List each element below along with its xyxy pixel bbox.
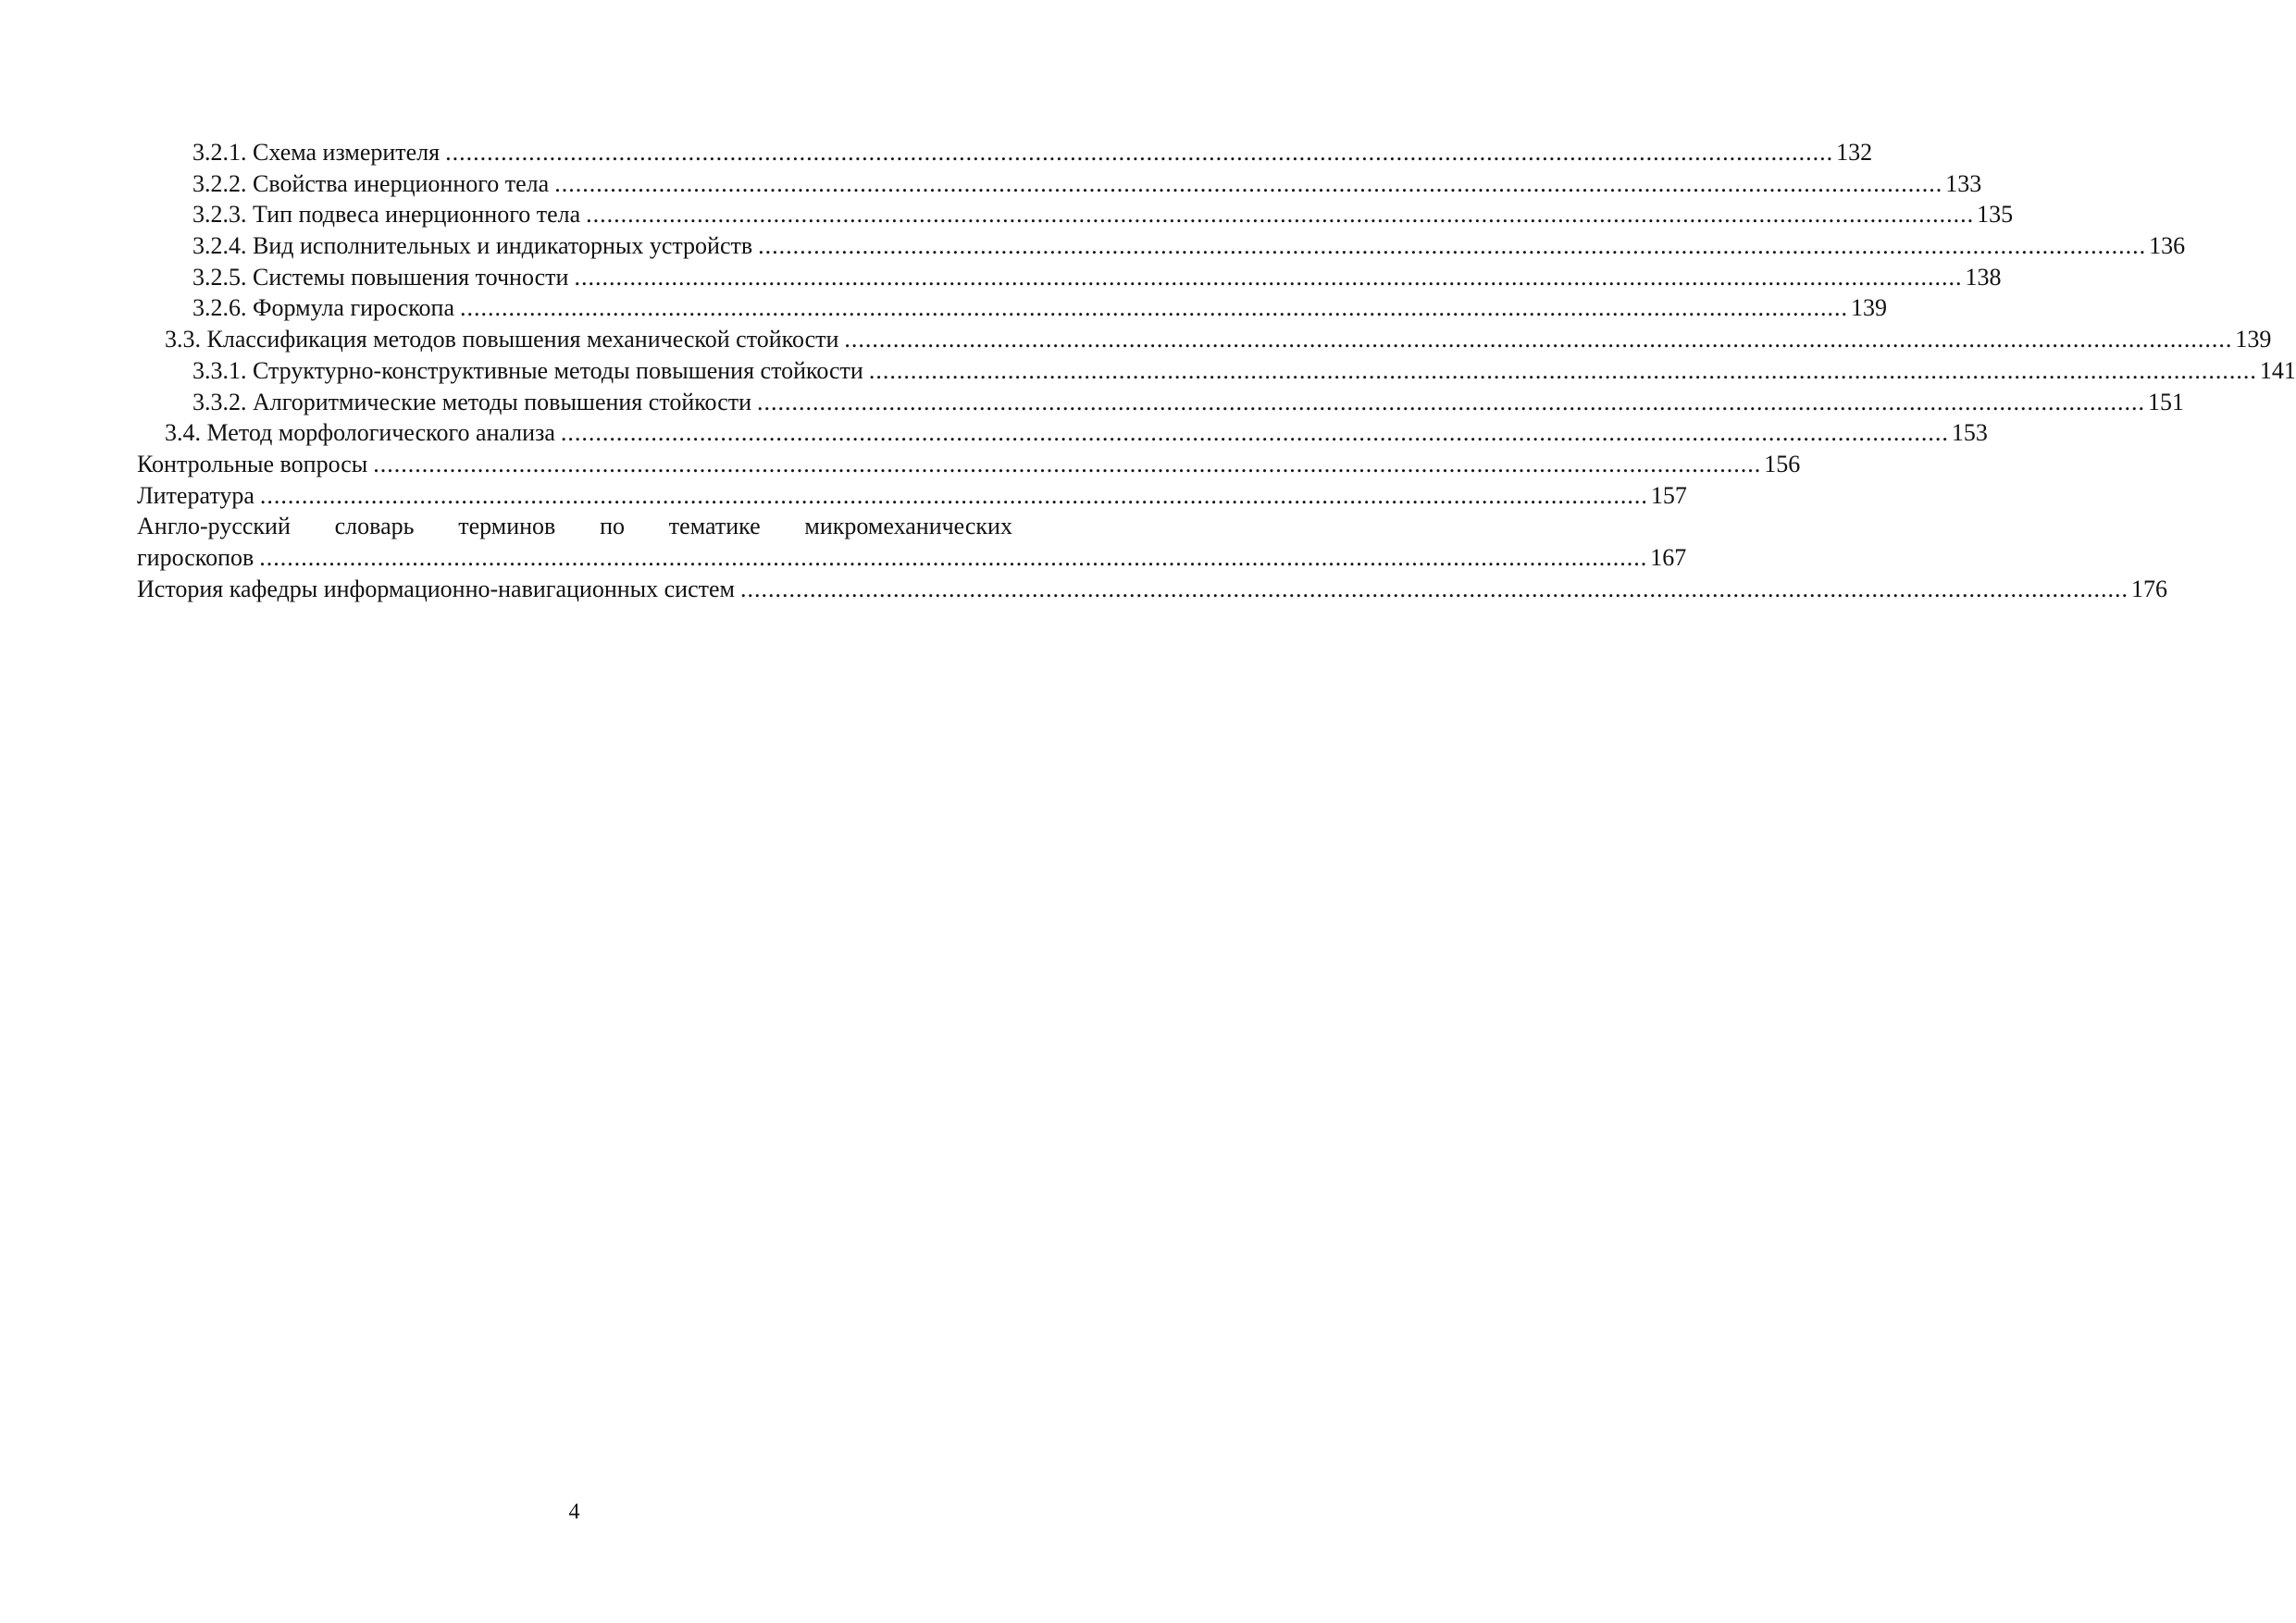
toc-entry-title: История кафедры информационно-навигационных систем [137, 575, 735, 602]
toc-entry[interactable] [137, 324, 2272, 355]
toc-entry-page: 135 [1977, 201, 2014, 229]
toc-entry-page: 132 [1836, 139, 1873, 166]
toc-entry-title-word: тематике [668, 513, 761, 540]
toc-entry-title-word: по [600, 513, 626, 540]
toc-entry-page: 141 [2259, 356, 2296, 384]
toc-entry-page: 138 [1965, 263, 2002, 291]
toc-entry[interactable] [137, 449, 1801, 480]
toc-entry[interactable] [137, 168, 1982, 200]
toc-entry-title: 3.2.1. Схема измерителя [192, 139, 441, 166]
toc-dot-leader: ........................................................................................................................................................................................................ [574, 263, 1963, 291]
toc-dot-leader: ........................................................................................................................................................................................................ [460, 294, 1849, 322]
toc-dot-leader: ........................................................................................................................................................................................................ [445, 139, 1834, 166]
toc-entry-page: 133 [1945, 169, 1982, 197]
toc-entry-page: 136 [2149, 232, 2186, 260]
toc-entry-title-word: терминов [458, 513, 556, 540]
toc-dot-leader: ........................................................................................................................................................................................................ [586, 201, 1975, 229]
toc-entry-title: гироскопов [137, 543, 254, 571]
toc-entry[interactable] [137, 292, 1888, 324]
toc-dot-leader: ........................................................................................................................................................................................................ [739, 575, 2128, 602]
toc-entry-title-word: Англо-русский [137, 513, 291, 540]
toc-entry-page: 139 [1851, 294, 1888, 322]
toc-entry-title: 3.2.4. Вид исполнительных и индикаторных устройств [192, 232, 753, 260]
toc-entry-title: 3.3.1. Структурно-конструктивные методы повышения стойкости [192, 356, 863, 384]
toc-entry[interactable] [137, 542, 1687, 574]
toc-entry[interactable] [137, 355, 2296, 387]
toc-entry[interactable] [137, 417, 1988, 449]
toc-entry-page: 157 [1650, 481, 1687, 509]
table-of-contents [137, 137, 2296, 604]
toc-entry-title-word: словарь [334, 513, 415, 540]
toc-dot-leader: ........................................................................................................................................................................................................ [259, 481, 1648, 509]
toc-entry-title: 3.4. Метод морфологического анализа [165, 419, 555, 447]
toc-entry-wrapped-line[interactable] [137, 511, 1012, 542]
toc-entry[interactable] [137, 199, 2014, 230]
toc-dot-leader: ........................................................................................................................................................................................................ [373, 450, 1762, 477]
toc-entry[interactable] [137, 387, 2185, 418]
toc-dot-leader: ........................................................................................................................................................................................................ [758, 232, 2147, 260]
toc-entry[interactable] [137, 574, 2167, 605]
toc-entry-title-word: микромеханических [804, 513, 1012, 540]
toc-entry-page: 139 [2235, 326, 2272, 353]
toc-entry-title: 3.3.2. Алгоритмические методы повышения стойкости [192, 388, 752, 415]
toc-entry[interactable] [137, 480, 1687, 512]
toc-entry-title: 3.2.2. Свойства инерционного тела [192, 169, 550, 197]
toc-entry[interactable] [137, 262, 2002, 293]
toc-entry-page: 176 [2130, 575, 2167, 602]
toc-entry[interactable] [137, 230, 2186, 262]
toc-dot-leader: ........................................................................................................................................................................................................ [560, 419, 1949, 447]
toc-dot-leader: ........................................................................................................................................................................................................ [259, 543, 1648, 571]
toc-entry[interactable] [137, 137, 1873, 168]
toc-entry-title: 3.3. Классификация методов повышения механической стойкости [165, 326, 839, 353]
toc-entry-page: 153 [1951, 419, 1988, 447]
toc-entry-title: 3.2.5. Системы повышения точности [192, 263, 569, 291]
toc-entry-page: 156 [1764, 450, 1801, 477]
toc-dot-leader: ........................................................................................................................................................................................................ [554, 169, 1943, 197]
toc-entry-page: 151 [2148, 388, 2185, 415]
toc-dot-leader: ........................................................................................................................................................................................................ [757, 388, 2146, 415]
toc-dot-leader: ........................................................................................................................................................................................................ [868, 356, 2257, 384]
toc-dot-leader: ........................................................................................................................................................................................................ [844, 326, 2233, 353]
toc-entry-title: 3.2.3. Тип подвеса инерционного тела [192, 201, 581, 229]
toc-entry-title: Литература [137, 481, 254, 509]
page-number: 4 [568, 1500, 580, 1524]
toc-entry-page: 167 [1650, 543, 1687, 571]
toc-entry-title: Контрольные вопросы [137, 450, 368, 477]
toc-entry-title: 3.2.6. Формула гироскопа [192, 294, 455, 322]
